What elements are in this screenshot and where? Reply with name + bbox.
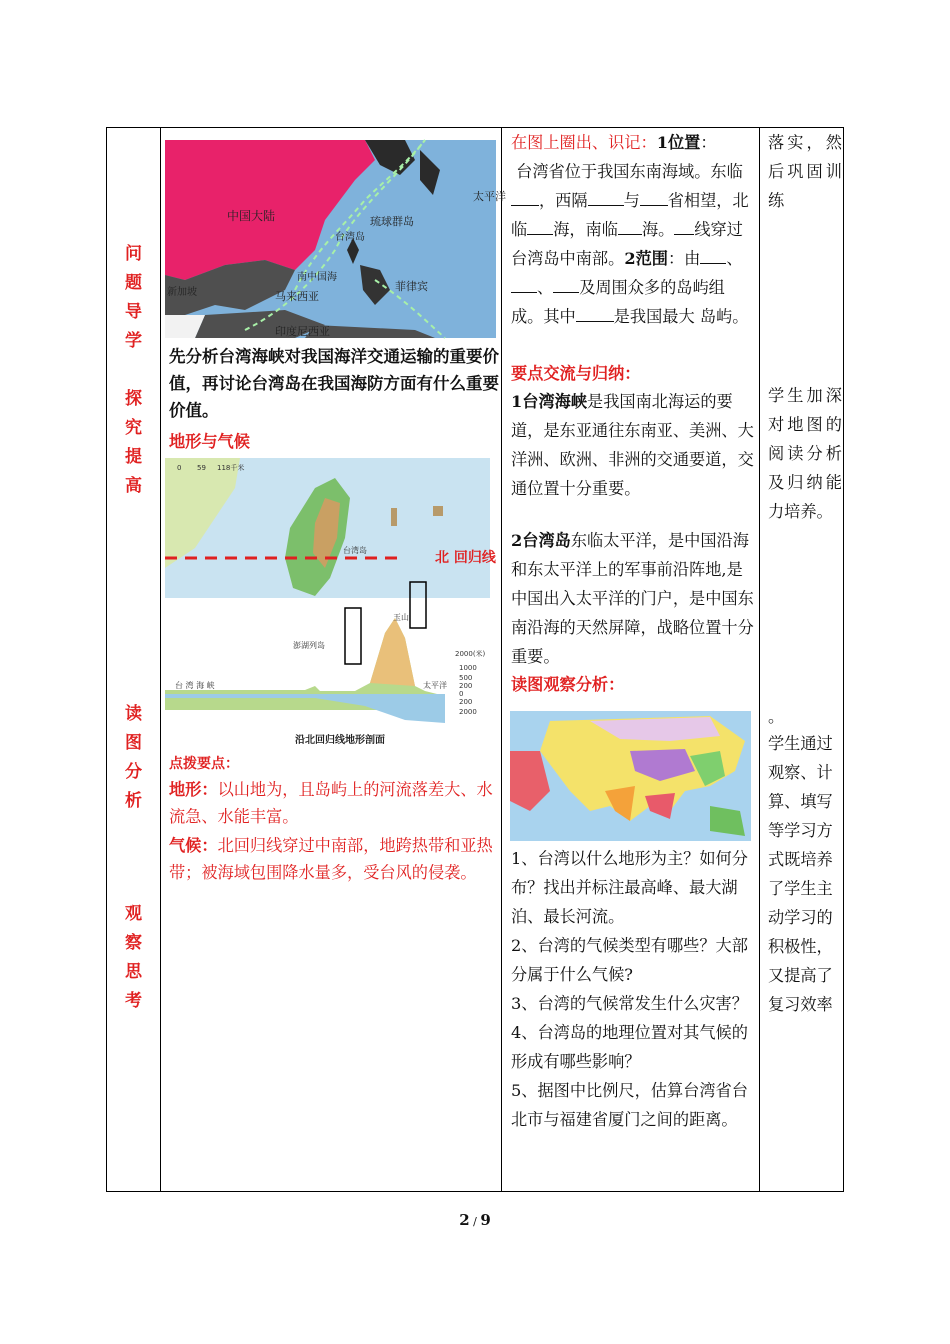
tropic-label: 北 回归线: [435, 550, 496, 566]
svg-text:59: 59: [197, 464, 206, 472]
profile-title: 沿北回归线地形剖面: [295, 735, 385, 746]
map-label-indonesia: 印度尼西亚: [275, 325, 330, 338]
svg-text:2000(米): 2000(米): [455, 650, 486, 658]
subheading-terrain-climate: 地形与气候: [169, 432, 250, 451]
location-section: 在图上圈出、识记：1位置： 台湾省位于我国东南海域。东临，西隔 与 省相望，北临 海，南临 海。 线穿过台湾岛中南部。2范围：由 、、 及周围众多的岛屿组成。其中 是我国最大 岛屿。: [511, 133, 749, 326]
points-heading: 点拨要点：: [169, 756, 239, 772]
svg-text:200: 200: [459, 682, 473, 690]
page-number: 2 / 9: [459, 1211, 491, 1229]
svg-text:太平洋: 太平洋: [423, 681, 447, 690]
summary-heading: 要点交流与归纳：: [511, 364, 641, 383]
svg-text:玉山: 玉山: [393, 613, 409, 622]
svg-text:太平洋: 太平洋: [473, 190, 506, 203]
svg-text:118千米: 118千米: [217, 464, 245, 472]
map-label-taiwan: 台湾岛: [335, 232, 365, 243]
question-item: 1、台湾以什么地形为主？如何分布？找出并标注最高峰、最大湖泊、最长河流。: [511, 849, 748, 926]
svg-text:台 湾 海 峡: 台 湾 海 峡: [175, 681, 215, 690]
taiwan-terrain-map: [165, 458, 495, 756]
question-list: [511, 844, 754, 1134]
sea-route-map: [165, 140, 506, 338]
task-text: 先分析台湾海峡对我国海洋交通运输的重要价值，再讨论台湾岛在我国海防方面有什么重要价值。: [169, 347, 499, 420]
asia-map: [510, 711, 751, 841]
map-label-mainland: 中国大陆: [227, 209, 276, 223]
question-item: 2、台湾的气候类型有哪些？大部分属于什么气候?: [511, 936, 748, 984]
column-4: [760, 128, 845, 1191]
note-consolidate: 落实，然后巩固训练: [768, 133, 842, 210]
map-label-singapore: 新加坡: [167, 287, 197, 298]
svg-text:南中国海: 南中国海: [297, 272, 337, 283]
climate-note: 气候：北回归线穿过中南部，地跨热带和亚热带；被海域包围降水量多，受台风的侵袭。: [169, 836, 493, 882]
question-item: 4、台湾岛的地理位置对其气候的形成有哪些影响？: [511, 1023, 748, 1071]
map-label-ryukyu: 琉球群岛: [370, 215, 414, 228]
section-label-3: 观 察 思 考: [125, 904, 142, 1011]
content-table: [106, 127, 844, 1192]
svg-text:澎湖列岛: 澎湖列岛: [293, 641, 325, 650]
note-dot: 。: [768, 707, 785, 726]
column-3: [502, 128, 759, 1191]
map-label-malaysia: 马来西亚: [275, 290, 319, 303]
section-label-2: 读 图 分 析: [125, 704, 142, 811]
question-item: 3、台湾的气候常发生什么灾害？: [511, 994, 748, 1013]
note-map-skill: 学生加深对地图的阅读分析及归纳能力培养。: [768, 386, 842, 521]
observe-heading: 读图观察分析：: [511, 675, 625, 694]
note-method: 学生通过观察、计算、填写等学习方式既培养了学生主动学习的积极性，又提高了复习效率: [768, 734, 833, 1014]
summary-island: 2台湾岛东临太平洋，是中国沿海和东太平洋上的军事前沿阵地,是中国出入太平洋的门户，是中国东南沿海的天然屏障，战略位置十分重要。: [511, 531, 754, 666]
summary-strait: 1台湾海峡是我国南北海运的要道，是东亚通往东南亚、美洲、大洋洲、欧洲、非洲的交通要道，交通位置十分重要。: [511, 392, 754, 498]
svg-text:500: 500: [459, 674, 473, 682]
svg-text:0: 0: [459, 690, 464, 698]
svg-text:2000: 2000: [459, 708, 477, 716]
svg-text:0: 0: [177, 464, 182, 472]
svg-text:1000: 1000: [459, 664, 477, 672]
column-2: [161, 128, 506, 1191]
question-item: 5、据图中比例尺，估算台湾省台北市与福建省厦门之间的距离。: [511, 1081, 748, 1129]
map2-island-label: 台湾岛: [343, 546, 367, 555]
section-label-1: 问 题 导 学 探 究 提 高: [125, 244, 142, 496]
map-label-philippines: 菲律宾: [395, 280, 428, 293]
terrain-note: 地形：以山地为，且岛屿上的河流落差大、水流急、水能丰富。: [169, 780, 493, 826]
svg-text:200: 200: [459, 698, 473, 706]
map-label-south-sea: [297, 270, 337, 283]
